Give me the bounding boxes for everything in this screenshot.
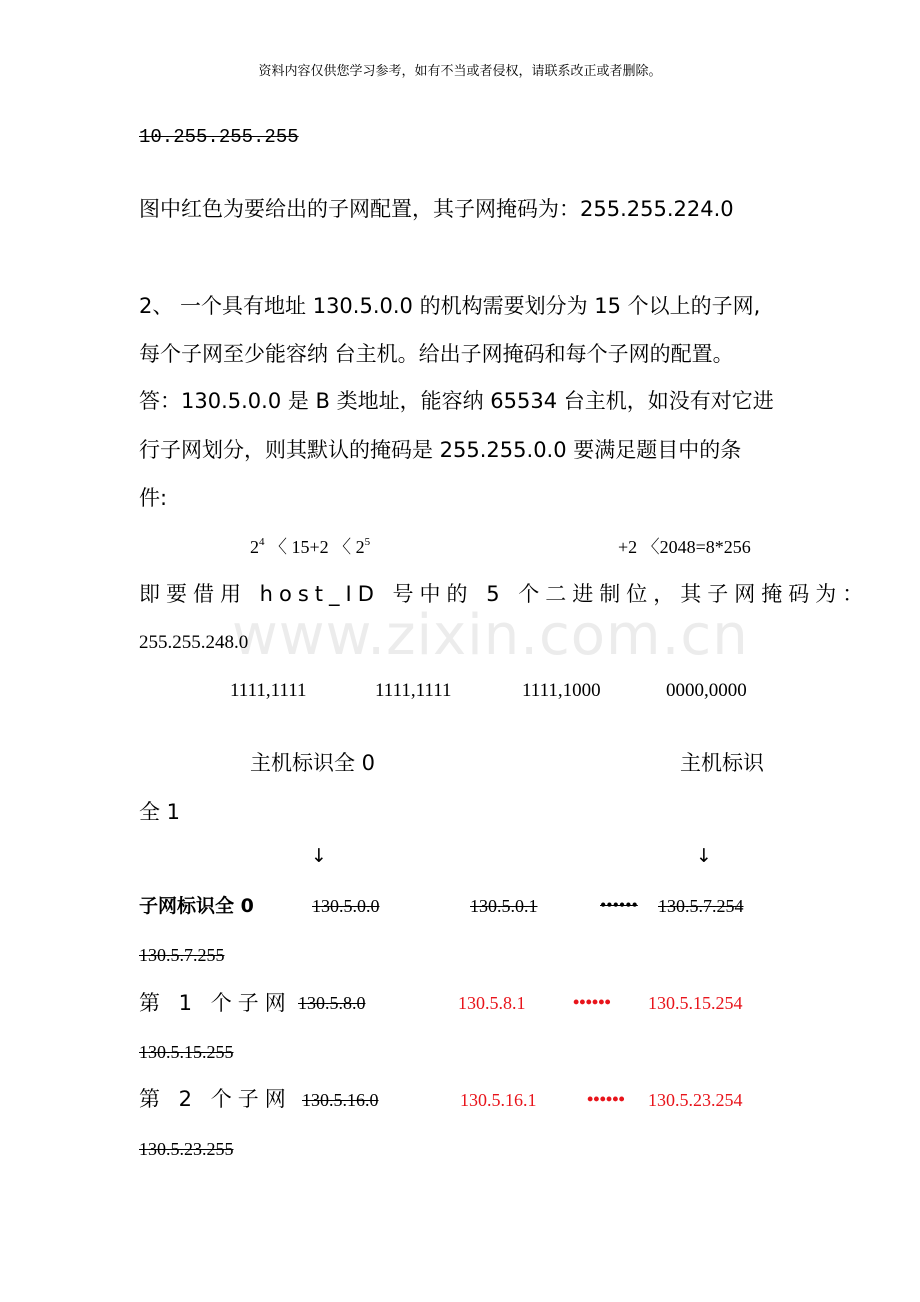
subnet-1-broadcast: 130.5.15.255 (139, 1042, 234, 1062)
formula-exponent-1: 4 (259, 536, 265, 548)
subnet-zero-last-host: 130.5.7.254 (658, 896, 744, 916)
subnet-2-label: 第 2 个子网 (139, 1087, 292, 1111)
question-2-line-2: 每个子网至少能容纳 台主机。给出子网掩码和每个子网的配置。 (139, 342, 734, 366)
host-all-one-label-cont: 全 1 (139, 800, 181, 824)
subnet-2-network: 130.5.16.0 (302, 1090, 379, 1110)
host-all-one-label: 主机标识 (680, 751, 764, 775)
answer-line-1: 答：130.5.0.0 是 B 类地址，能容纳 65534 台主机，如没有对它进 (139, 389, 774, 413)
borrow-sentence: 即要借用 host_ID 号中的 5 个二进制位，其子网掩码为： (139, 582, 870, 606)
binary-octet-2: 1111,1111 (375, 680, 452, 701)
formula-right: +2 〈2048=8*256 (618, 537, 751, 557)
subnet-1-label: 第 1 个子网 (139, 991, 292, 1015)
down-arrow-icon: ↓ (311, 845, 327, 867)
answer-line-2: 行子网划分，则其默认的掩码是 255.255.0.0 要满足题目中的条 (139, 438, 742, 462)
subnet-1-last-host: 130.5.15.254 (648, 993, 743, 1013)
down-arrow-icon: ↓ (696, 845, 712, 867)
subnet-zero-network: 130.5.0.0 (312, 896, 380, 916)
answer-line-3: 件: (139, 486, 168, 510)
formula-left (250, 538, 370, 556)
new-subnet-mask: 255.255.248.0 (139, 632, 249, 653)
subnet-2-first-host: 130.5.16.1 (460, 1090, 537, 1110)
binary-octet-3: 1111,1000 (522, 680, 601, 701)
subnet-1-network: 130.5.8.0 (298, 993, 366, 1013)
subnet-2-broadcast: 130.5.23.255 (139, 1139, 234, 1159)
subnet-zero-first-host: 130.5.0.1 (470, 896, 538, 916)
binary-octet-1: 1111,1111 (230, 680, 307, 701)
subnet-2-dots: •••••• (587, 1089, 625, 1109)
subnet-zero-broadcast: 130.5.7.255 (139, 945, 225, 965)
subnet-1-dots: •••••• (573, 992, 611, 1012)
formula-base: 2 (250, 537, 259, 557)
formula-middle: 〈 15+2 〈 2 (264, 537, 365, 557)
page-header: 资料内容仅供您学习参考，如有不当或者侵权，请联系改正或者删除。 (258, 64, 662, 79)
subnet-2-last-host: 130.5.23.254 (648, 1090, 743, 1110)
subnet-mask-sentence: 图中红色为要给出的子网配置，其子网掩码为：255.255.224.0 (139, 197, 734, 221)
subnet-zero-dots: •••••• (600, 895, 638, 915)
binary-octet-4: 0000,0000 (666, 680, 747, 701)
watermark: www.zixin.com.cn (232, 603, 749, 668)
subnet-zero-label: 子网标识全 0 (139, 895, 254, 917)
top-strike-address: 10.255.255.255 (139, 126, 299, 148)
host-all-zero-label: 主机标识全 0 (250, 751, 376, 775)
subnet-1-first-host: 130.5.8.1 (458, 993, 526, 1013)
formula-exponent-2: 5 (364, 536, 371, 548)
question-2-line-1: 2、 一个具有地址 130.5.0.0 的机构需要划分为 15 个以上的子网, (139, 294, 761, 318)
